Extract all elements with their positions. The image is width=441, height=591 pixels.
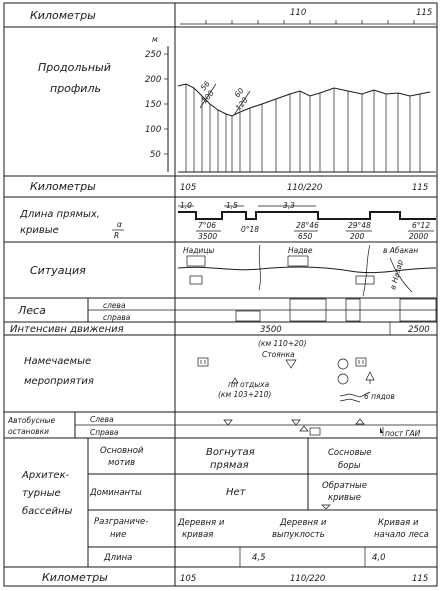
division-3-line-1: Кривая и: [378, 518, 419, 528]
curve1-angle: 7°06: [198, 221, 217, 230]
straights-label-1: Длина прямых,: [20, 209, 100, 220]
settlement-2-label: Надве: [288, 246, 313, 255]
division-3-line-2: начало леса: [374, 530, 429, 540]
profile-tick-200: 200: [145, 75, 162, 85]
dominant-b-1: Обратные: [322, 481, 367, 491]
profile-tick-250: 250: [145, 50, 162, 60]
traffic-value-1: 3500: [260, 325, 282, 335]
profile-tick-100: 100: [145, 125, 162, 135]
straights-label-2: кривые: [20, 225, 59, 236]
header-km-label: Километры: [30, 9, 96, 22]
footer-km-110: 110/220: [290, 574, 326, 584]
arch-label-2: турные: [22, 488, 61, 499]
direction-nazar-label: в Назар: [388, 258, 405, 291]
division-label-2: ние: [110, 530, 127, 540]
bus-symbols: [224, 419, 383, 436]
profile-grade-labels: [199, 79, 250, 115]
motif-a-2: прямая: [210, 460, 249, 471]
alignment-line: [178, 206, 436, 219]
curve3-angle: 28°46: [296, 221, 319, 230]
grade1-top: 56: [198, 79, 212, 93]
bus-left: Слева: [90, 415, 114, 424]
grade1-bottom: 100: [199, 88, 216, 106]
curve3-radius: 650: [298, 232, 313, 241]
curve1-radius: 3500: [198, 232, 218, 241]
length-b: 4,0: [372, 553, 386, 563]
profile-ground-line: [178, 84, 430, 172]
forests-right: справа: [103, 313, 131, 322]
curve4-angle: 29°48: [348, 221, 371, 230]
profile-label-1: Продольный: [38, 61, 111, 74]
forests-label: Леса: [18, 304, 46, 317]
straight-length-3: 3,3: [283, 201, 295, 210]
curve4-radius: 200: [350, 232, 365, 241]
dominant-b-2: кривые: [328, 493, 362, 503]
km-row-110: 110/220: [287, 183, 323, 193]
footer-km-label: Километры: [42, 571, 108, 584]
traffic-value-2: 2500: [408, 325, 430, 335]
motif-label-2: мотив: [108, 458, 136, 468]
profile-ground-path: [178, 84, 430, 116]
rest-area-line-2: (км 103+210): [218, 390, 272, 399]
motif-label-1: Основной: [100, 446, 144, 456]
bus-right: Справа: [90, 428, 119, 437]
pads-label: 6 пядов: [364, 392, 395, 401]
straight-length-1: 1,0: [180, 201, 192, 210]
arch-label-1: Архитек-: [22, 470, 70, 481]
division-2-line-1: Деревня и: [280, 518, 327, 528]
motif-b-1: Сосновые: [328, 448, 372, 458]
km-row-105: 105: [180, 183, 197, 193]
rest-area-line-1: пл отдыха: [228, 380, 270, 389]
length-a: 4,5: [252, 553, 266, 563]
parking-km: (км 110+20): [258, 339, 307, 348]
header-km-ticks: [180, 20, 436, 24]
direction-abakan-label: в Абакан: [383, 246, 419, 255]
forests-left: слева: [103, 301, 126, 310]
footer-km-115: 115: [412, 574, 429, 584]
dominant-a: Нет: [226, 487, 246, 498]
measures-label-1: Намечаемые: [24, 356, 92, 367]
curve2-angle: 0°18: [241, 225, 260, 234]
motif-b-2: боры: [338, 461, 361, 471]
straights-frac-top: α: [117, 220, 122, 229]
curve5-radius: 2000: [409, 232, 429, 241]
arch-label-3: бассейны: [22, 506, 73, 517]
grade2-top: 60: [232, 86, 246, 100]
division-2-line-2: выпуклость: [272, 530, 325, 540]
km-row-115: 115: [412, 183, 429, 193]
profile-unit: м: [152, 35, 158, 44]
header-km-110: 110: [290, 8, 307, 18]
division-1-line-2: кривая: [182, 530, 214, 540]
measures-label-2: мероприятия: [24, 376, 94, 387]
footer-km-105: 105: [180, 574, 197, 584]
straight-length-2: 1,5: [226, 201, 238, 210]
situation-label: Ситуация: [30, 264, 86, 277]
parking-label: Стоянка: [262, 350, 295, 359]
profile-tick-50: 50: [150, 150, 161, 160]
curve5-angle: 6°12: [412, 221, 431, 230]
post-gai-label: пост ГАИ: [385, 429, 421, 438]
dominant-label: Доминанты: [90, 488, 142, 498]
km-row-label: Километры: [30, 180, 96, 193]
profile-tick-150: 150: [145, 100, 162, 110]
bus-label-2: остановки: [8, 427, 49, 436]
division-label-1: Разграниче-: [94, 517, 149, 527]
motif-a-1: Вогнутая: [206, 447, 255, 458]
straights-frac-bottom: R: [114, 231, 120, 240]
grade2-bottom: 120: [233, 95, 250, 113]
division-1-line-1: Деревня и: [178, 518, 225, 528]
settlement-1-label: Надицы: [183, 246, 215, 255]
profile-y-axis: [145, 46, 168, 172]
length-label: Длина: [104, 553, 133, 563]
dominant-marker: [322, 505, 330, 509]
bus-label-1: Автобусные: [8, 416, 56, 425]
header-km-115: 115: [416, 8, 433, 18]
traffic-label: Интенсивн движения: [10, 324, 124, 335]
profile-label-2: профиль: [50, 82, 101, 95]
